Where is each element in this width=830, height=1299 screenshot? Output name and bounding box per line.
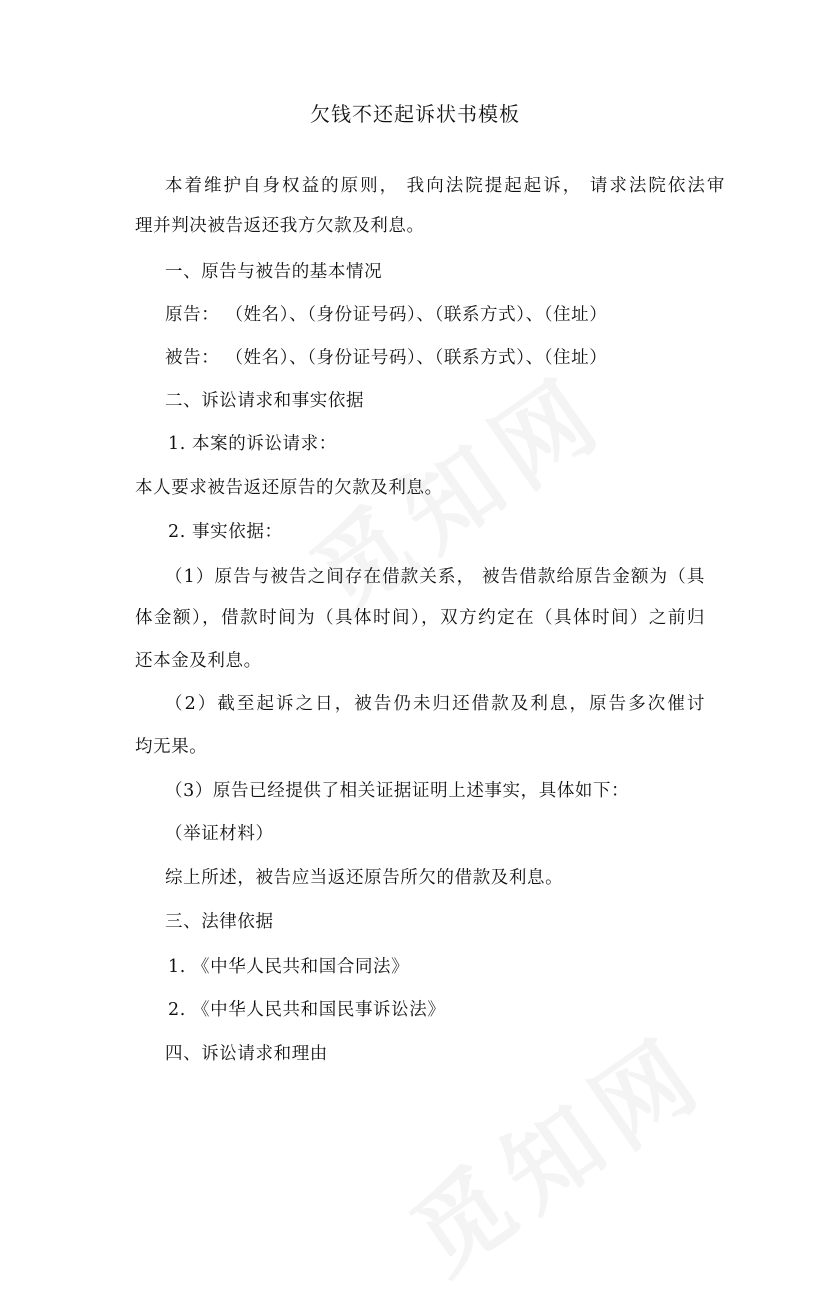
fact-1-line-2: 体金额），借款时间为（具体时间），双方约定在（具体时间）之前归 [135,608,705,628]
section-heading-claims-facts: 二、诉讼请求和事实依据 [165,391,365,411]
section-heading-claims-reasons: 四、诉讼请求和理由 [165,1044,328,1064]
claims-text: 本人要求被告返还原告的欠款及利息。 [135,478,443,498]
fact-1-line-1: （1）原告与被告之间存在借款关系， 被告借款给原告金额为（具 [165,567,705,587]
law-item-2: 2. 《中华人民共和国民事诉讼法》 [168,1000,446,1020]
watermark [381,998,730,1299]
document-title: 欠钱不还起诉状书模板 [310,102,520,126]
fact-1-line-3: 还本金及利息。 [135,651,262,671]
facts-subheading: 2. 事实依据： [168,522,283,542]
claims-subheading: 1. 本案的诉讼请求： [168,434,337,454]
fact-2-line-2: 均无果。 [135,737,208,757]
defendant-info-line: 被告： （姓名）、（身份证号码）、（联系方式）、（住址） [165,348,608,368]
intro-paragraph-line-2: 理并判决被告返还我方欠款及利息。 [135,216,425,236]
plaintiff-info-line: 原告： （姓名）、（身份证号码）、（联系方式）、（住址） [165,305,608,325]
evidence-placeholder: （举证材料） [165,824,274,844]
fact-3-line-1: （3）原告已经提供了相关证据证明上述事实，具体如下： [165,781,630,801]
section-heading-basic-info: 一、原告与被告的基本情况 [165,262,383,282]
law-item-1: 1. 《中华人民共和国合同法》 [168,957,410,977]
intro-paragraph-line-1: 本着维护自身权益的原则， 我向法院提起起诉， 请求法院依法审 [165,176,725,196]
summary-line: 综上所述，被告应当返还原告所欠的借款及利息。 [165,868,564,888]
fact-2-line-1: （2）截至起诉之日，被告仍未归还借款及利息，原告多次催讨 [165,694,705,714]
section-heading-legal-basis: 三、法律依据 [165,912,274,932]
